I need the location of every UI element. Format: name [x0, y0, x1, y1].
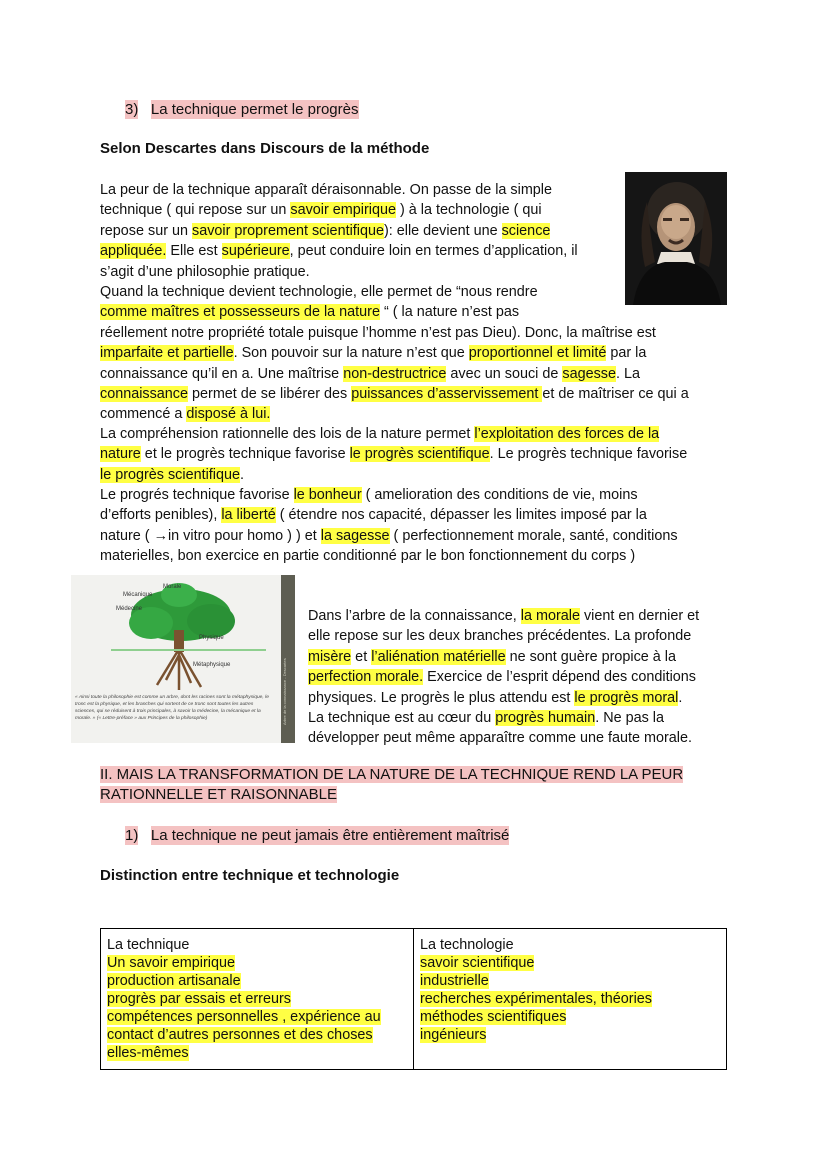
figure-side-bar: Arbre de la connaissance - Descartes: [281, 575, 295, 743]
tree-label-metaphysique: Métaphysique: [193, 662, 231, 668]
list-item: recherches expérimentales, théories: [420, 991, 652, 1007]
list-item: contact d’autres personnes et des choses: [107, 1027, 373, 1043]
tree-caption: « Ainsi toute la philosophie est comme un arbre, dont les racines sont la métaphysique, le tronc est la physique, et les branches qui sortent de ce tronc sont toutes les autres sciences, qui se réduisent à trois principales, à savoir la médecine, la mécanique et la morale. » (« Lettre-préface » aux Principes de la philosophie): [75, 695, 269, 721]
column-header: La technologie: [420, 937, 514, 953]
paragraph-comprehension-rationnelle: La compréhension rationnelle des lois de la nature permet l’exploitation des forces de la nature et le progrès technique favorise le progrès scientifique. Le progrès technique favorise le progrès scientifique.: [100, 426, 688, 483]
technologie-column: [414, 929, 727, 1070]
list-item: Un savoir empirique: [107, 955, 235, 971]
section-1-title: La technique ne peut jamais être entièrement maîtrisé: [150, 827, 510, 844]
list-item: industrielle: [420, 973, 489, 989]
list-item: progrès par essais et erreurs: [107, 991, 291, 1007]
list-item: production artisanale: [107, 973, 241, 989]
column-header: La technique: [107, 937, 190, 953]
list-item: ingénieurs: [420, 1027, 487, 1043]
tree-label-mecanique: Mécanique: [123, 592, 153, 598]
technique-column: [101, 929, 414, 1070]
list-item: méthodes scientifiques: [420, 1009, 567, 1025]
paragraph-arbre-connaissance: Dans l’arbre de la connaissance, la morale vient en dernier et elle repose sur les deux branches précédentes. La profonde misère et l’aliénation matérielle ne sont guère propice à la perfection morale. Exercice de l’esprit dépend des conditions physiques. Le progrès le plus attendu est le progrès moral. La technique est au cœur du progrès humain. Ne pas la développer peut même apparaître comme une faute morale.: [308, 608, 700, 747]
part-2-heading: II. MAIS LA TRANSFORMATION DE LA NATURE DE LA TECHNIQUE REND LA PEUR RATIONNELLE ET RAISONNABLE: [100, 766, 684, 804]
tree-label-morale: Morale: [163, 584, 182, 590]
paragraph-maitres-possesseurs: Quand la technique devient technologie, elle permet de “nous rendre comme maîtres et possesseurs de la nature “ ( la nature n’est pas réellement notre propriété totale puisque l’homme n’est pas Dieu). Donc, la maîtrise est imparfaite et partielle. Son pouvoir sur la nature n’est que proportionnel et limité par la connaissance qu’il en a. Une maîtrise non-destructrice avec un souci de sagesse. La connaissance permet de se libérer des puissances d’asservissement et de maîtriser ce qui a commencé a disposé à lui.: [100, 284, 689, 423]
section-1-heading: [125, 826, 509, 846]
paragraph-technique-technologie: La peur de la technique apparaît déraisonnable. On passe de la simple technique ( qui repose sur un savoir empirique ) à la technologie ( qui repose sur un savoir proprement scientifique): elle devient une science appliquée. Elle est supérieure, peut conduire loin en termes d’application, il s’agit d’une philosophie pratique.: [100, 182, 578, 280]
table-row: [101, 929, 727, 1070]
section-3-heading: [125, 100, 359, 120]
tree-label-medecine: Médecine: [116, 606, 143, 612]
distinction-heading: Distinction entre technique et technologie: [100, 867, 400, 884]
section-3-number: 3): [125, 101, 139, 118]
list-item: savoir scientifique: [420, 955, 535, 971]
descartes-heading: Selon Descartes dans Discours de la méthode: [100, 140, 430, 157]
comparison-table: [100, 928, 727, 1070]
tree-label-physique: Physique: [199, 635, 224, 641]
section-3-title: La technique permet le progrès: [150, 101, 359, 118]
paragraph-progres-bonheur: Le progrés technique favorise le bonheur ( amelioration des conditions de vie, moins d’efforts penibles), la liberté ( étendre nos capacité, dépasser les limites imposé par la nature ( →in vitro pour homo ) ) et la sagesse ( perfectionnement morale, santé, conditions materielles, bon exercice en partie conditionné par le bon fonctionnement du corps ): [100, 487, 678, 565]
tree-of-knowledge-figure: [71, 575, 295, 743]
list-item: compétences personnelles , expérience au: [107, 1009, 381, 1025]
section-1-number: 1): [125, 827, 139, 844]
list-item: elles-mêmes: [107, 1045, 189, 1061]
